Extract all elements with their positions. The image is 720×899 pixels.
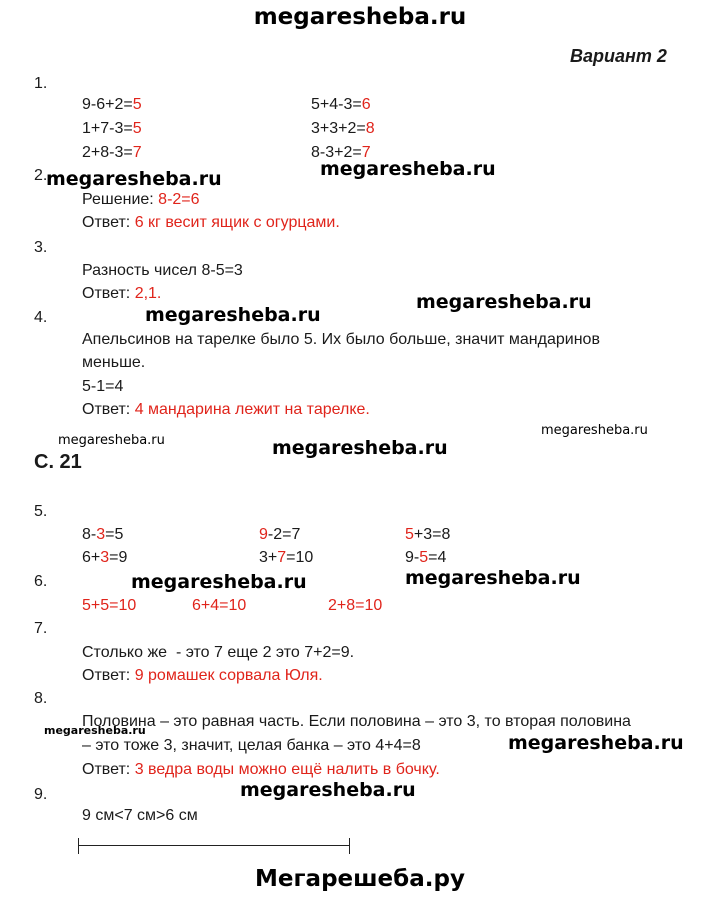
task7-text: Столько же - это 7 еще 2 это 7+2=9. [82, 644, 355, 661]
task1-number: 1. [34, 75, 48, 92]
watermark: megaresheba.ru [320, 158, 496, 180]
task3-number: 3. [34, 239, 48, 256]
watermark: megaresheba.ru [416, 291, 592, 313]
task6-number: 6. [34, 573, 48, 590]
variant-label: Вариант 2 [570, 46, 667, 66]
task5-r1-c1: 8-3=5 [82, 526, 124, 543]
task6-item-3: 2+8=10 [328, 597, 383, 614]
task1-right-0: 5+4-3=6 [311, 96, 371, 113]
task1-left-0: 9-6+2=5 [82, 96, 142, 113]
task8-number: 8. [34, 690, 48, 707]
site-footer: Мегарешеба.ру [255, 866, 465, 892]
watermark: megaresheba.ru [240, 779, 416, 801]
watermark: megaresheba.ru [131, 571, 307, 593]
task6-item-1: 5+5=10 [82, 597, 137, 614]
watermark: megaresheba.ru [508, 732, 684, 754]
task4-line2: меньше. [82, 354, 146, 371]
task4-answer: Ответ: 4 мандарина лежит на тарелке. [82, 401, 370, 418]
task1-left-1: 1+7-3=5 [82, 120, 142, 137]
task8-line1: Половина – это равная часть. Если половина – это 3, то вторая половина [82, 713, 631, 730]
watermark: megaresheba.ru [44, 724, 146, 737]
task8-answer: Ответ: 3 ведра воды можно ещё налить в бочку. [82, 761, 440, 778]
task5-r1-c2: 9-2=7 [259, 526, 301, 543]
task7-number: 7. [34, 620, 48, 637]
task5-number: 5. [34, 503, 48, 520]
task2-answer: Ответ: 6 кг весит ящик с огурцами. [82, 214, 340, 231]
task6-item-2: 6+4=10 [192, 597, 247, 614]
task4-number: 4. [34, 309, 48, 326]
segment-ruler [78, 845, 350, 846]
task5-r2-c1: 6+3=9 [82, 549, 128, 566]
task9-number: 9. [34, 786, 48, 803]
watermark: megaresheba.ru [405, 567, 581, 589]
watermark: megaresheba.ru [541, 423, 648, 438]
task4-calc: 5-1=4 [82, 378, 124, 395]
task5-r2-c3: 9-5=4 [405, 549, 447, 566]
page-heading: С. 21 [34, 451, 82, 473]
task2-number: 2. [34, 167, 48, 184]
task1-right-1: 3+3+2=8 [311, 120, 375, 137]
task1-left-2: 2+8-3=7 [82, 144, 142, 161]
site-header: megaresheba.ru [253, 4, 467, 30]
task7-answer: Ответ: 9 ромашек сорвала Юля. [82, 667, 323, 684]
task5-r1-c3: 5+3=8 [405, 526, 451, 543]
task9-text: 9 см<7 см>6 см [82, 807, 198, 824]
task5-r2-c2: 3+7=10 [259, 549, 314, 566]
task3-text: Разность чисел 8-5=3 [82, 262, 243, 279]
watermark: megaresheba.ru [46, 168, 222, 190]
task3-answer: Ответ: 2,1. [82, 285, 162, 302]
watermark: megaresheba.ru [58, 433, 165, 448]
task2-solution: Решение: 8-2=6 [82, 191, 200, 208]
task1-right-2: 8-3+2=7 [311, 144, 371, 161]
task4-line1: Апельсинов на тарелке было 5. Их было больше, значит мандаринов [82, 331, 600, 348]
watermark: megaresheba.ru [272, 437, 448, 459]
task8-line2: – это тоже 3, значит, целая банка – это 4+4=8 [82, 737, 421, 754]
watermark: megaresheba.ru [145, 304, 321, 326]
